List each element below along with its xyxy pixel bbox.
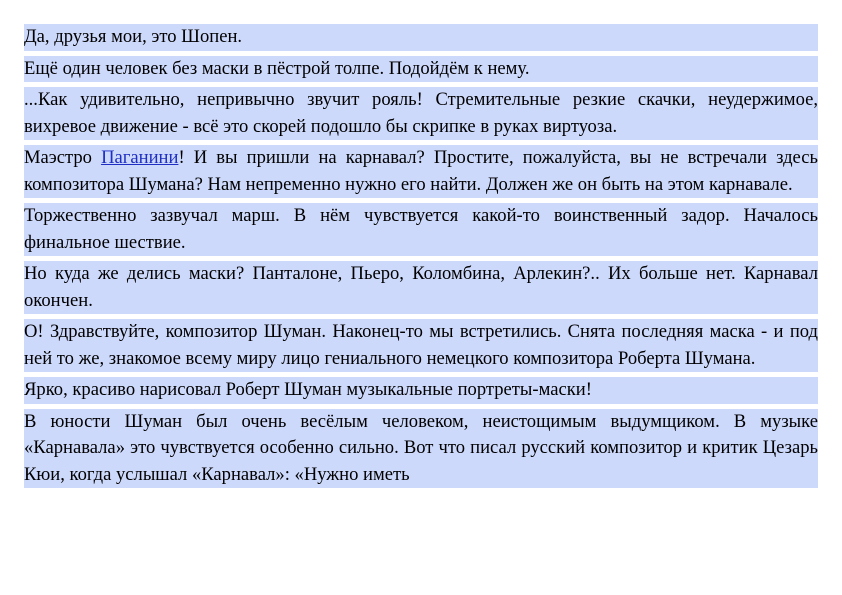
paragraph-piano: ...Как удивительно, непривычно звучит рояль! Стремительные резкие скачки, неудержимое, вихревое движение - всё это скорей подошло бы скрипке в руках виртуоза. (24, 87, 818, 140)
paganini-link[interactable]: Паганини (101, 147, 179, 168)
paragraph-march: Торжественно зазвучал марш. В нём чувствуется какой-то воинственный задор. Началось финальное шествие. (24, 203, 818, 256)
paragraph-schumann: О! Здравствуйте, композитор Шуман. Наконец-то мы встретились. Снята последняя маска - и под ней то же, знакомое всему миру лицо гениального немецкого композитора Роберта Шумана. (24, 319, 818, 372)
paragraph-paganini-rest: ! И вы пришли на карнавал? Простите, пожалуйста, вы не встречали здесь композитора Шумана? Нам непременно нужно его найти. Должен же он быть на этом карнавале. (24, 147, 818, 195)
paragraph-unmasked-man: Ещё один человек без маски в пёстрой толпе. Подойдём к нему. (24, 56, 818, 83)
paragraph-chopin: Да, друзья мои, это Шопен. (24, 24, 818, 51)
paragraph-youth: В юности Шуман был очень весёлым человеком, неистощимым выдумщиком. В музыке «Карнавала» это чувствуется особенно сильно. Вот что писал русский композитор и критик Цезарь Кюи, когда услышал «Карнавал»: «Нужно иметь (24, 409, 818, 489)
paragraph-paganini-start: Маэстро (24, 147, 102, 168)
paragraph-portraits: Ярко, красиво нарисовал Роберт Шуман музыкальные портреты-маски! (24, 377, 818, 404)
paragraph-masks-gone: Но куда же делись маски? Панталоне, Пьеро, Коломбина, Арлекин?.. Их больше нет. Карнавал окончен. (24, 261, 818, 314)
text-block (24, 24, 818, 569)
paragraph-paganini (24, 145, 818, 198)
